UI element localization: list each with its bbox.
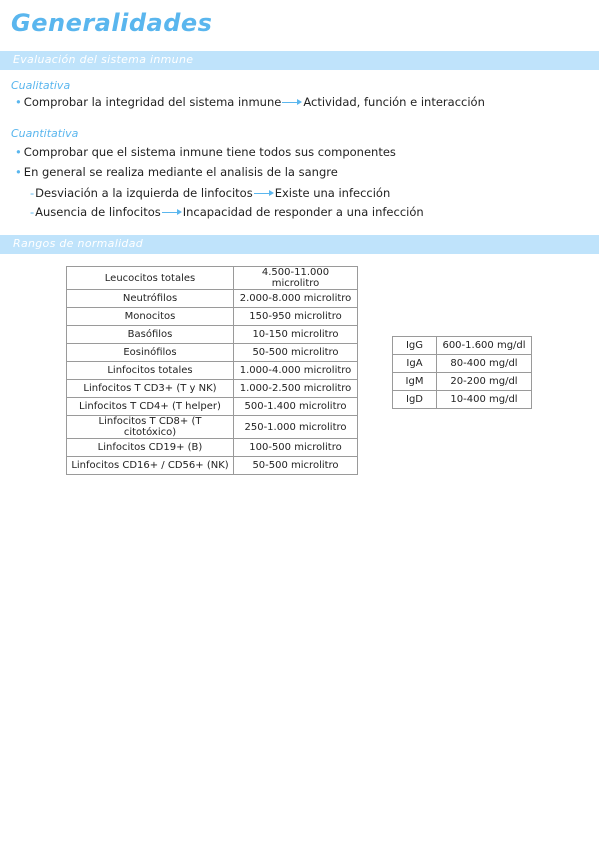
table-row — [67, 308, 358, 326]
subitem-result: Existe una infección — [274, 186, 391, 200]
table-cell: 10-400 mg/dl — [437, 391, 532, 409]
arrow-right-icon — [162, 207, 182, 217]
list-item — [15, 145, 396, 159]
table-cell: Linfocitos CD19+ (B) — [67, 439, 234, 457]
table-cell: 4.500-11.000 microlitro — [234, 267, 358, 290]
table-cell: IgD — [393, 391, 437, 409]
table-cell: Linfocitos T CD8+ (T citotóxico) — [67, 416, 234, 439]
dash-icon: - — [30, 186, 35, 200]
subheading-cuantitativa: Cuantitativa — [11, 127, 79, 140]
subitem-result: Incapacidad de responder a una infección — [182, 205, 424, 219]
table-cell: 80-400 mg/dl — [437, 355, 532, 373]
table-row — [67, 380, 358, 398]
item-result: Actividad, función e interacción — [303, 95, 485, 109]
table-cell: 20-200 mg/dl — [437, 373, 532, 391]
cell-ranges-table — [66, 266, 358, 475]
table-row — [67, 398, 358, 416]
section-header-label: Rangos de normalidad — [13, 237, 144, 250]
table-row — [67, 326, 358, 344]
table-row — [393, 337, 532, 355]
table-cell: 50-500 microlitro — [234, 344, 358, 362]
table-cell: IgM — [393, 373, 437, 391]
item-text: Comprobar que el sistema inmune tiene todos sus componentes — [23, 145, 396, 159]
page-title: Generalidades — [11, 9, 213, 37]
table-cell: 150-950 microlitro — [234, 308, 358, 326]
table-cell: Linfocitos T CD4+ (T helper) — [67, 398, 234, 416]
bullet-icon: • — [15, 95, 22, 109]
table-cell: Linfocitos T CD3+ (T y NK) — [67, 380, 234, 398]
table-row — [393, 373, 532, 391]
table-row — [393, 391, 532, 409]
table-row — [67, 439, 358, 457]
arrow-right-icon — [282, 97, 302, 107]
table-cell: Eosinófilos — [67, 344, 234, 362]
table-cell: IgA — [393, 355, 437, 373]
table-cell: Leucocitos totales — [67, 267, 234, 290]
table-cell: Linfocitos CD16+ / CD56+ (NK) — [67, 457, 234, 475]
table-cell: 50-500 microlitro — [234, 457, 358, 475]
table-cell: 1.000-4.000 microlitro — [234, 362, 358, 380]
table-cell: Linfocitos totales — [67, 362, 234, 380]
section-header-label: Evaluación del sistema inmune — [13, 53, 194, 66]
table-cell: 250-1.000 microlitro — [234, 416, 358, 439]
table-row — [393, 355, 532, 373]
item-text: En general se realiza mediante el analisis de la sangre — [23, 165, 338, 179]
table-cell: Basófilos — [67, 326, 234, 344]
table-cell: IgG — [393, 337, 437, 355]
table-cell: 1.000-2.500 microlitro — [234, 380, 358, 398]
table-cell: 600-1.600 mg/dl — [437, 337, 532, 355]
table-cell: Neutrófilos — [67, 290, 234, 308]
table-row — [67, 457, 358, 475]
table-cell: 2.000-8.000 microlitro — [234, 290, 358, 308]
bullet-icon: • — [15, 165, 22, 179]
dash-icon: - — [30, 205, 35, 219]
item-text: Comprobar la integridad del sistema inmune — [23, 95, 282, 109]
table-row — [67, 267, 358, 290]
table-cell: 10-150 microlitro — [234, 326, 358, 344]
table-row — [67, 344, 358, 362]
list-item — [15, 165, 338, 179]
subheading-cualitativa: Cualitativa — [11, 79, 71, 92]
list-item — [15, 95, 485, 109]
table-cell: 500-1.400 microlitro — [234, 398, 358, 416]
bullet-icon: • — [15, 145, 22, 159]
subitem-text: Desviación a la izquierda de linfocitos — [35, 186, 253, 200]
list-subitem — [30, 186, 390, 200]
table-row — [67, 290, 358, 308]
subitem-text: Ausencia de linfocitos — [35, 205, 161, 219]
table-cell: Monocitos — [67, 308, 234, 326]
table-row — [67, 416, 358, 439]
section-header-rangos — [0, 235, 599, 254]
arrow-right-icon — [254, 188, 274, 198]
section-header-evaluacion — [0, 51, 599, 70]
immunoglobulin-table — [392, 336, 532, 409]
table-row — [67, 362, 358, 380]
list-subitem — [30, 205, 424, 219]
table-cell: 100-500 microlitro — [234, 439, 358, 457]
